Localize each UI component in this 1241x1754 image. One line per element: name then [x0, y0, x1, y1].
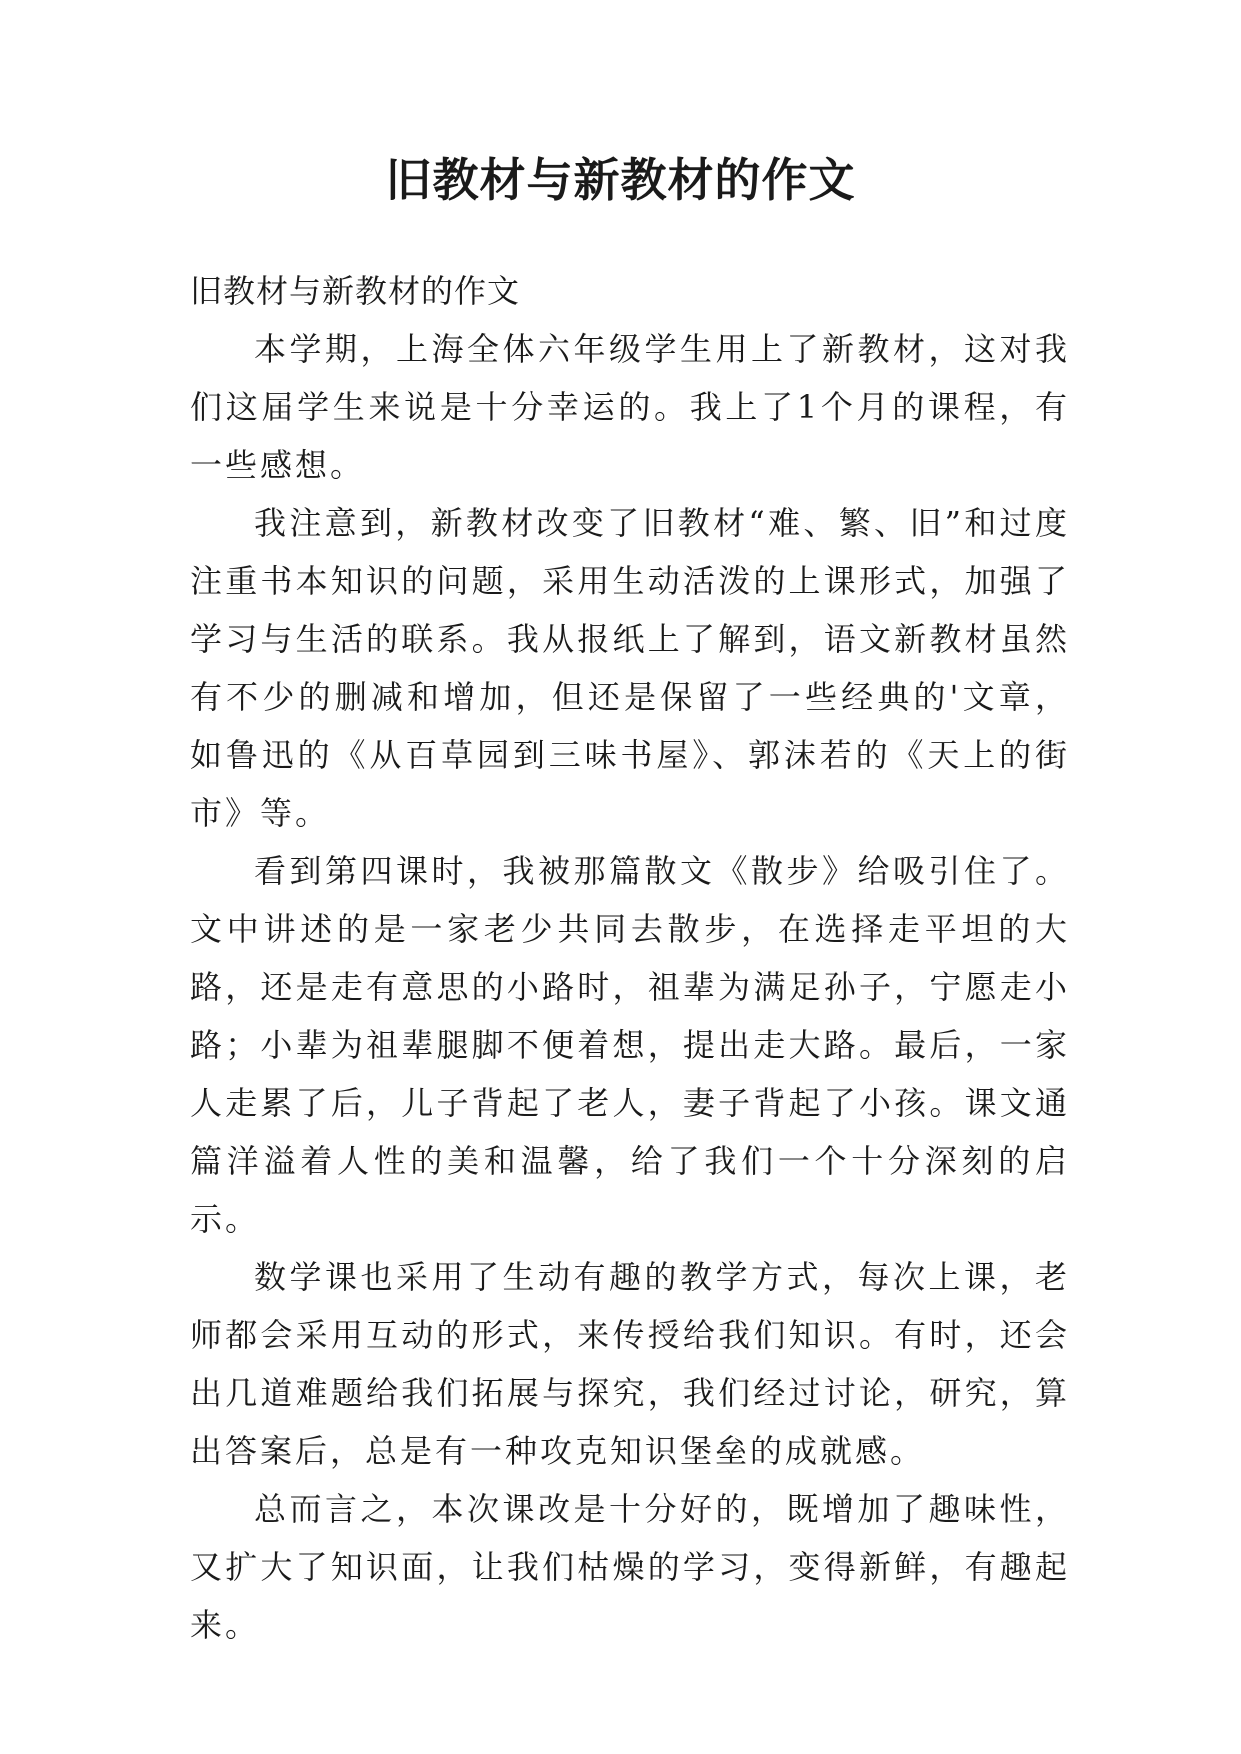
paragraph: 数学课也采用了生动有趣的教学方式，每次上课，老师都会采用互动的形式，来传授给我们知识。有时，还会出几道难题给我们拓展与探究，我们经过讨论，研究，算出答案后，总是有一种攻克知识堡垒的成就感。	[190, 1258, 1070, 1470]
paragraph: 看到第四课时，我被那篇散文《散步》给吸引住了。文中讲述的是一家老少共同去散步，在选择走平坦的大路，还是走有意思的小路时，祖辈为满足孙子，宁愿走小路；小辈为祖辈腿脚不便着想，提出走大路。最后，一家人走累了后，儿子背起了老人，妻子背起了小孩。课文通篇洋溢着人性的美和温馨，给了我们一个十分深刻的启示。	[190, 852, 1070, 1238]
document-subtitle: 旧教材与新教材的作文	[190, 272, 521, 310]
paragraph: 总而言之，本次课改是十分好的，既增加了趣味性，又扩大了知识面，让我们枯燥的学习，变得新鲜，有趣起来。	[190, 1490, 1070, 1644]
paragraph: 本学期，上海全体六年级学生用上了新教材，这对我们这届学生来说是十分幸运的。我上了1个月的课程，有一些感想。	[190, 330, 1070, 484]
document-body	[190, 262, 1070, 1654]
document-title: 旧教材与新教材的作文	[385, 153, 856, 207]
paragraph: 我注意到，新教材改变了旧教材“难、繁、旧”和过度注重书本知识的问题，采用生动活泼的上课形式，加强了学习与生活的联系。我从报纸上了解到，语文新教材虽然有不少的删减和增加，但还是保留了一些经典的'文章，如鲁迅的《从百草园到三味书屋》、郭沫若的《天上的街市》等。	[190, 504, 1070, 832]
